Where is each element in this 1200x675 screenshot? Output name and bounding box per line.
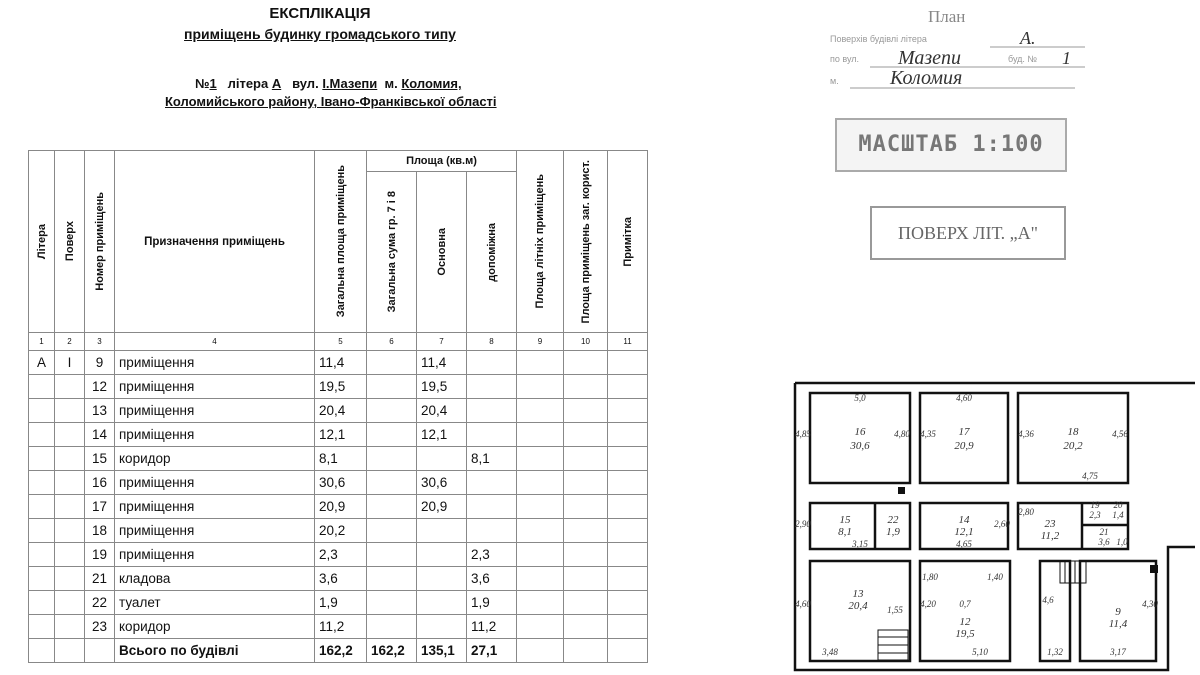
- header-zahalna: Загальна площа приміщень: [334, 165, 347, 318]
- address-line-2: Коломийського району, Івано-Франківської області: [165, 94, 497, 109]
- row-osnovna: [417, 447, 467, 471]
- room-num: 15: [839, 514, 851, 526]
- dim-label: 0,7: [959, 599, 971, 609]
- document-subtitle: приміщень будинку громадського типу: [184, 26, 456, 42]
- row-poverkh: [55, 519, 85, 543]
- row-empty-cell: [517, 423, 564, 447]
- row-dopom: 1,9: [467, 591, 517, 615]
- total-row: [29, 639, 648, 663]
- header-osnovna: Основна: [435, 228, 448, 276]
- row-suma: [367, 615, 417, 639]
- row-suma: [367, 495, 417, 519]
- row-name: кладова: [115, 567, 315, 591]
- row-empty-cell: [608, 615, 648, 639]
- row-empty-cell: [564, 567, 608, 591]
- addr-litera: А: [271, 76, 282, 91]
- explication-table: [28, 150, 648, 663]
- row-empty-cell: [564, 519, 608, 543]
- row-empty-cell: [564, 615, 608, 639]
- scale-stamp: МАСШТАБ 1:100: [835, 118, 1067, 172]
- col-number: 11: [608, 333, 648, 351]
- row-zahalna: 11,4: [315, 351, 367, 375]
- row-name: коридор: [115, 447, 315, 471]
- row-dopom: [467, 399, 517, 423]
- row-empty-cell: [564, 447, 608, 471]
- row-empty-cell: [608, 543, 648, 567]
- dim-label: 4,6: [1042, 595, 1054, 605]
- row-poverkh: [55, 567, 85, 591]
- row-zahalna: 3,6: [315, 567, 367, 591]
- row-dopom: [467, 351, 517, 375]
- plan-header: [810, 0, 1110, 110]
- addr-city: Коломия,: [401, 76, 462, 91]
- dim-label: 1,80: [922, 572, 938, 582]
- header-nomer: Номер приміщень: [93, 192, 106, 291]
- header-ploshcha-group: Площа (кв.м): [367, 151, 517, 172]
- row-dopom: [467, 495, 517, 519]
- row-poverkh: [55, 399, 85, 423]
- dim-label: 2,90: [795, 519, 811, 529]
- row-suma: [367, 375, 417, 399]
- row-empty-cell: [517, 471, 564, 495]
- column-number-row: [29, 333, 648, 351]
- addr-street-label: вул.: [292, 76, 319, 91]
- row-empty-cell: [608, 399, 648, 423]
- room-area: 20,2: [1063, 440, 1083, 452]
- header-litera: Літера: [35, 223, 48, 260]
- total-suma: 162,2: [367, 639, 417, 663]
- dim-label: 1,0: [1116, 537, 1128, 547]
- row-empty-cell: [564, 591, 608, 615]
- row-litera: [29, 447, 55, 471]
- row-empty-cell: [608, 495, 648, 519]
- dim-label: 3,48: [822, 647, 838, 657]
- document-title: ЕКСПЛІКАЦІЯ: [269, 5, 371, 22]
- plan-line3-label: м.: [830, 76, 839, 86]
- dim-label: 1,40: [987, 572, 1003, 582]
- row-zahalna: 30,6: [315, 471, 367, 495]
- room-num: 21: [1099, 527, 1109, 537]
- row-nomer: 16: [85, 471, 115, 495]
- row-suma: [367, 567, 417, 591]
- col-number: 9: [517, 333, 564, 351]
- row-name: приміщення: [115, 519, 315, 543]
- row-suma: [367, 471, 417, 495]
- room-num: 23: [1044, 518, 1056, 530]
- dim-label: 4,56: [1112, 429, 1128, 439]
- table-row: [29, 615, 648, 639]
- total-label: Всього по будівлі: [115, 639, 315, 663]
- header-poverkh: Поверх: [63, 221, 76, 262]
- room-num: 20: [1113, 500, 1123, 510]
- row-litera: [29, 471, 55, 495]
- dim-label: 4,60: [956, 393, 972, 403]
- room-num: 18: [1067, 426, 1079, 438]
- row-empty-cell: [517, 591, 564, 615]
- row-name: коридор: [115, 615, 315, 639]
- row-empty-cell: [517, 399, 564, 423]
- dim-label: 5,0: [854, 393, 866, 403]
- col-number: 8: [467, 333, 517, 351]
- room-area: 11,2: [1040, 530, 1060, 542]
- dim-label: 4,30: [1142, 599, 1158, 609]
- table-body: [29, 351, 648, 639]
- row-name: приміщення: [115, 351, 315, 375]
- row-osnovna: [417, 615, 467, 639]
- row-poverkh: [55, 447, 85, 471]
- room-num: 12: [959, 616, 971, 628]
- row-osnovna: 20,9: [417, 495, 467, 519]
- plan-bud-value: 1: [1062, 48, 1071, 68]
- total-zahalna: 162,2: [315, 639, 367, 663]
- table-row: [29, 567, 648, 591]
- row-empty-cell: [517, 351, 564, 375]
- row-empty-cell: [517, 447, 564, 471]
- row-dopom: 2,3: [467, 543, 517, 567]
- room-num: 22: [887, 514, 899, 526]
- row-osnovna: [417, 543, 467, 567]
- room-area: 1,9: [886, 526, 900, 538]
- row-zahalna: 8,1: [315, 447, 367, 471]
- row-litera: [29, 615, 55, 639]
- row-litera: [29, 591, 55, 615]
- row-empty-cell: [564, 471, 608, 495]
- col-number: 2: [55, 333, 85, 351]
- row-empty-cell: [608, 591, 648, 615]
- table-row: [29, 447, 648, 471]
- table-row: [29, 495, 648, 519]
- col-number: 3: [85, 333, 115, 351]
- row-empty-cell: [608, 351, 648, 375]
- row-osnovna: [417, 591, 467, 615]
- row-zahalna: 11,2: [315, 615, 367, 639]
- dim-label: 4,75: [1082, 471, 1098, 481]
- table-row: [29, 591, 648, 615]
- row-name: приміщення: [115, 399, 315, 423]
- row-empty-cell: [564, 351, 608, 375]
- row-empty-cell: [564, 423, 608, 447]
- row-nomer: 23: [85, 615, 115, 639]
- header-suma: Загальна сума гр. 7 і 8: [385, 191, 398, 313]
- room-area: 3,6: [1098, 537, 1110, 547]
- table-row: [29, 375, 648, 399]
- dim-label: 4,20: [920, 599, 936, 609]
- col-number: 6: [367, 333, 417, 351]
- row-empty-cell: [517, 519, 564, 543]
- room-num: 9: [1115, 606, 1121, 618]
- row-dopom: 11,2: [467, 615, 517, 639]
- row-empty-cell: [517, 375, 564, 399]
- row-poverkh: [55, 375, 85, 399]
- row-osnovna: 19,5: [417, 375, 467, 399]
- plan-line1-value: А.: [1020, 28, 1036, 48]
- col-number: 5: [315, 333, 367, 351]
- row-nomer: 19: [85, 543, 115, 567]
- room-num: 17: [958, 426, 970, 438]
- room-num: 16: [854, 426, 866, 438]
- row-empty-cell: [608, 519, 648, 543]
- row-empty-cell: [517, 543, 564, 567]
- addr-no-label: №: [195, 76, 210, 91]
- row-osnovna: [417, 567, 467, 591]
- row-name: туалет: [115, 591, 315, 615]
- row-name: приміщення: [115, 471, 315, 495]
- header-litnikh: Площа літніх приміщень: [534, 174, 546, 309]
- marker-square: [898, 487, 905, 494]
- header-dopomizhna: допоміжна: [485, 222, 498, 282]
- room-area: 2,3: [1089, 510, 1101, 520]
- row-poverkh: [55, 495, 85, 519]
- total-osnovna: 135,1: [417, 639, 467, 663]
- row-nomer: 9: [85, 351, 115, 375]
- row-empty-cell: [517, 615, 564, 639]
- room-area: 12,1: [954, 526, 974, 538]
- row-zahalna: 1,9: [315, 591, 367, 615]
- row-zahalna: 20,9: [315, 495, 367, 519]
- row-empty-cell: [608, 375, 648, 399]
- row-nomer: 15: [85, 447, 115, 471]
- row-suma: [367, 591, 417, 615]
- room-num: 19: [1090, 500, 1100, 510]
- row-zahalna: 20,4: [315, 399, 367, 423]
- room-area: 20,9: [954, 440, 974, 452]
- row-litera: [29, 423, 55, 447]
- dim-label: 1,55: [887, 605, 903, 615]
- header-pryznachennia: Призначення приміщень: [115, 151, 315, 333]
- row-zahalna: 12,1: [315, 423, 367, 447]
- row-litera: А: [29, 351, 55, 375]
- row-poverkh: [55, 543, 85, 567]
- row-empty-cell: [564, 375, 608, 399]
- addr-litera-label: літера: [227, 76, 269, 91]
- row-zahalna: 20,2: [315, 519, 367, 543]
- table-row: [29, 399, 648, 423]
- dim-label: 5,10: [972, 647, 988, 657]
- row-empty-cell: [564, 495, 608, 519]
- row-osnovna: [417, 519, 467, 543]
- row-nomer: 12: [85, 375, 115, 399]
- row-osnovna: 20,4: [417, 399, 467, 423]
- addr-city-label: м.: [384, 76, 398, 91]
- plan-line3-value: Коломия: [890, 67, 963, 89]
- dim-label: 4,35: [920, 429, 936, 439]
- row-dopom: 3,6: [467, 567, 517, 591]
- row-nomer: 17: [85, 495, 115, 519]
- row-empty-cell: [608, 567, 648, 591]
- col-number: 4: [115, 333, 315, 351]
- row-empty-cell: [608, 423, 648, 447]
- plan-line1-label: Поверхів будівлі літера: [830, 34, 927, 44]
- row-name: приміщення: [115, 423, 315, 447]
- total-dopom: 27,1: [467, 639, 517, 663]
- dim-label: 4,65: [956, 539, 972, 549]
- table-row: [29, 519, 648, 543]
- address-line-1: [195, 76, 462, 91]
- row-osnovna: 11,4: [417, 351, 467, 375]
- dim-label: 3,17: [1110, 647, 1126, 657]
- row-nomer: 22: [85, 591, 115, 615]
- row-suma: [367, 351, 417, 375]
- floor-stamp: ПОВЕРХ ЛІТ. „А": [870, 206, 1066, 260]
- row-name: приміщення: [115, 543, 315, 567]
- row-litera: [29, 375, 55, 399]
- row-litera: [29, 495, 55, 519]
- row-dopom: [467, 423, 517, 447]
- dim-label: 2,80: [1018, 507, 1034, 517]
- marker-square: [1150, 565, 1158, 573]
- plan-line2-value: Мазепи: [898, 47, 962, 69]
- room-area: 8,1: [838, 526, 852, 538]
- row-litera: [29, 519, 55, 543]
- row-empty-cell: [608, 471, 648, 495]
- row-poverkh: [55, 615, 85, 639]
- row-litera: [29, 567, 55, 591]
- dim-label: 4,36: [1018, 429, 1034, 439]
- row-name: приміщення: [115, 495, 315, 519]
- row-dopom: [467, 519, 517, 543]
- room-num: 14: [958, 514, 970, 526]
- table-row: [29, 351, 648, 375]
- row-osnovna: 30,6: [417, 471, 467, 495]
- row-empty-cell: [564, 543, 608, 567]
- row-suma: [367, 543, 417, 567]
- row-empty-cell: [608, 447, 648, 471]
- dim-label: 2,60: [994, 519, 1010, 529]
- row-poverkh: І: [55, 351, 85, 375]
- plan-title: План: [928, 7, 966, 26]
- col-number: 10: [564, 333, 608, 351]
- row-poverkh: [55, 471, 85, 495]
- room-area: 1,4: [1112, 510, 1124, 520]
- row-osnovna: 12,1: [417, 423, 467, 447]
- row-empty-cell: [517, 567, 564, 591]
- room-area: 30,6: [850, 440, 870, 452]
- table-row: [29, 423, 648, 447]
- row-zahalna: 2,3: [315, 543, 367, 567]
- row-suma: [367, 399, 417, 423]
- addr-street: І.Мазепи: [322, 76, 378, 91]
- plan-line2-label: по вул.: [830, 54, 860, 64]
- row-poverkh: [55, 423, 85, 447]
- row-nomer: 18: [85, 519, 115, 543]
- dim-label: 4,85: [795, 429, 811, 439]
- row-nomer: 21: [85, 567, 115, 591]
- row-dopom: 8,1: [467, 447, 517, 471]
- table-row: [29, 543, 648, 567]
- row-empty-cell: [564, 399, 608, 423]
- header-prymitka: Примітка: [621, 216, 634, 267]
- floor-plan-drawing: [790, 375, 1200, 675]
- row-suma: [367, 519, 417, 543]
- room-num: 13: [852, 588, 864, 600]
- room-area: 11,4: [1108, 618, 1128, 630]
- row-suma: [367, 447, 417, 471]
- col-number: 1: [29, 333, 55, 351]
- row-litera: [29, 543, 55, 567]
- row-nomer: 14: [85, 423, 115, 447]
- dim-label: 4,60: [795, 599, 811, 609]
- row-empty-cell: [517, 495, 564, 519]
- header-zah-korist: Площа приміщень заг. корист.: [579, 159, 592, 324]
- room-area: 20,4: [848, 600, 868, 612]
- dim-label: 3,15: [852, 539, 868, 549]
- table-row: [29, 471, 648, 495]
- row-dopom: [467, 471, 517, 495]
- addr-no: 1: [209, 76, 217, 91]
- row-dopom: [467, 375, 517, 399]
- plan-bud-label: буд. №: [1008, 54, 1038, 64]
- row-suma: [367, 423, 417, 447]
- row-poverkh: [55, 591, 85, 615]
- row-nomer: 13: [85, 399, 115, 423]
- col-number: 7: [417, 333, 467, 351]
- row-zahalna: 19,5: [315, 375, 367, 399]
- row-name: приміщення: [115, 375, 315, 399]
- row-litera: [29, 399, 55, 423]
- dim-label: 1,32: [1047, 647, 1063, 657]
- dim-label: 4,80: [894, 429, 910, 439]
- room-area: 19,5: [955, 628, 975, 640]
